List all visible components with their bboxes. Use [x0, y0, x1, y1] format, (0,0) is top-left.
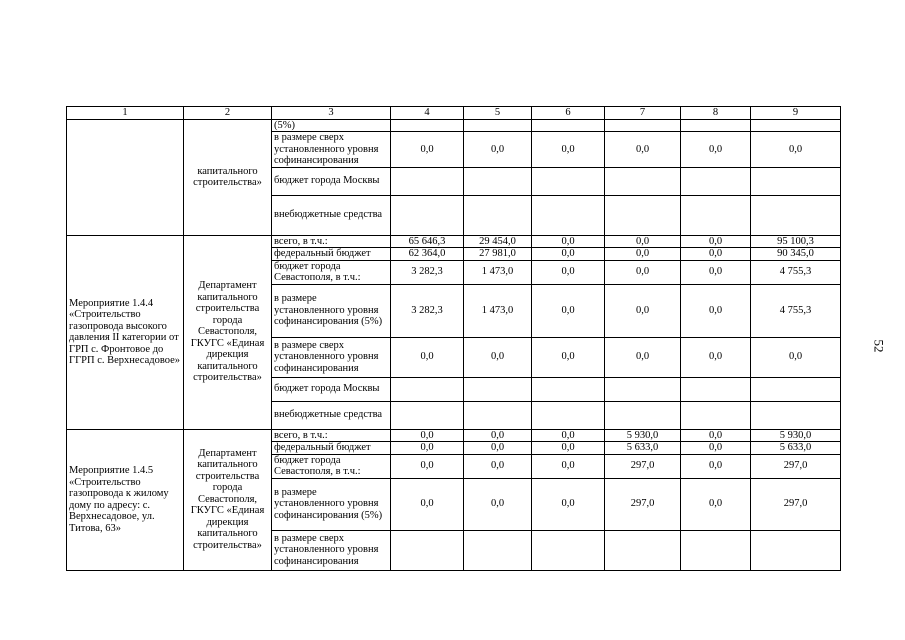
- table-row: [67, 119, 841, 132]
- measure-name-cell: Мероприятие 1.4.4 «Строительство газопровода высокого давления II категории от ГРП с. Фронтовое до ГГРП с. Верхнесадовое»: [67, 235, 184, 429]
- value-cell: 0,0: [681, 454, 751, 478]
- header-cell: 5: [464, 107, 532, 120]
- funding-source-cell: федеральный бюджет: [272, 442, 391, 455]
- value-cell: 0,0: [532, 442, 605, 455]
- value-cell: 95 100,3: [751, 235, 841, 248]
- table-row: [67, 429, 841, 442]
- value-cell: [605, 195, 681, 235]
- value-cell: 3 282,3: [391, 284, 464, 337]
- value-cell: 3 282,3: [391, 260, 464, 284]
- value-cell: 0,0: [464, 132, 532, 168]
- header-cell: 1: [67, 107, 184, 120]
- value-cell: [464, 530, 532, 570]
- value-cell: [532, 119, 605, 132]
- funding-source-cell: всего, в т.ч.:: [272, 429, 391, 442]
- value-cell: 0,0: [391, 478, 464, 530]
- value-cell: [464, 167, 532, 195]
- value-cell: [605, 530, 681, 570]
- value-cell: [681, 167, 751, 195]
- value-cell: 0,0: [605, 260, 681, 284]
- value-cell: [464, 119, 532, 132]
- value-cell: 1 473,0: [464, 284, 532, 337]
- value-cell: 0,0: [532, 260, 605, 284]
- value-cell: 0,0: [532, 337, 605, 377]
- funding-source-cell: внебюджетные средства: [272, 195, 391, 235]
- value-cell: 0,0: [681, 284, 751, 337]
- funding-source-cell: в размере установленного уровня софинансирования (5%): [272, 478, 391, 530]
- value-cell: 297,0: [751, 454, 841, 478]
- value-cell: [751, 195, 841, 235]
- header-cell: 8: [681, 107, 751, 120]
- value-cell: 5 633,0: [605, 442, 681, 455]
- value-cell: 0,0: [391, 337, 464, 377]
- value-cell: 0,0: [681, 260, 751, 284]
- value-cell: 0,0: [532, 132, 605, 168]
- value-cell: [751, 119, 841, 132]
- value-cell: 0,0: [681, 235, 751, 248]
- value-cell: 65 646,3: [391, 235, 464, 248]
- value-cell: [605, 119, 681, 132]
- value-cell: 90 345,0: [751, 248, 841, 261]
- value-cell: 4 755,3: [751, 260, 841, 284]
- value-cell: 0,0: [464, 442, 532, 455]
- value-cell: [464, 377, 532, 401]
- value-cell: [751, 530, 841, 570]
- value-cell: 0,0: [464, 454, 532, 478]
- value-cell: [681, 401, 751, 429]
- header-row: [67, 107, 841, 120]
- executor-cell: капитального строительства»: [184, 119, 272, 235]
- funding-source-cell: бюджет города Севастополя, в т.ч.:: [272, 454, 391, 478]
- value-cell: 0,0: [391, 442, 464, 455]
- value-cell: [532, 167, 605, 195]
- value-cell: 0,0: [605, 337, 681, 377]
- value-cell: [681, 119, 751, 132]
- value-cell: 62 364,0: [391, 248, 464, 261]
- funding-source-cell: бюджет города Москвы: [272, 167, 391, 195]
- funding-source-cell: всего, в т.ч.:: [272, 235, 391, 248]
- measure-name-cell: [67, 119, 184, 235]
- value-cell: 0,0: [681, 337, 751, 377]
- value-cell: [391, 401, 464, 429]
- value-cell: 0,0: [605, 132, 681, 168]
- funding-source-cell: бюджет города Севастополя, в т.ч.:: [272, 260, 391, 284]
- value-cell: [751, 401, 841, 429]
- value-cell: [605, 377, 681, 401]
- page-number: 52: [871, 339, 887, 353]
- value-cell: [532, 195, 605, 235]
- header-cell: 3: [272, 107, 391, 120]
- table-row: [67, 235, 841, 248]
- value-cell: 4 755,3: [751, 284, 841, 337]
- value-cell: 0,0: [605, 235, 681, 248]
- value-cell: [391, 167, 464, 195]
- value-cell: [391, 195, 464, 235]
- value-cell: [532, 530, 605, 570]
- value-cell: 297,0: [605, 478, 681, 530]
- value-cell: 0,0: [532, 235, 605, 248]
- value-cell: 0,0: [391, 429, 464, 442]
- value-cell: 0,0: [681, 132, 751, 168]
- value-cell: 0,0: [464, 429, 532, 442]
- value-cell: [751, 377, 841, 401]
- value-cell: 5 930,0: [605, 429, 681, 442]
- value-cell: 0,0: [464, 337, 532, 377]
- value-cell: 0,0: [681, 478, 751, 530]
- value-cell: 0,0: [532, 248, 605, 261]
- header-cell: 7: [605, 107, 681, 120]
- value-cell: 0,0: [605, 284, 681, 337]
- header-cell: 6: [532, 107, 605, 120]
- value-cell: 0,0: [605, 248, 681, 261]
- value-cell: 0,0: [391, 132, 464, 168]
- value-cell: [681, 377, 751, 401]
- value-cell: 0,0: [681, 429, 751, 442]
- funding-source-cell: внебюджетные средства: [272, 401, 391, 429]
- funding-source-cell: в размере сверх установленного уровня софинансирования: [272, 530, 391, 570]
- funding-source-cell: (5%): [272, 119, 391, 132]
- funding-source-cell: федеральный бюджет: [272, 248, 391, 261]
- value-cell: 0,0: [681, 442, 751, 455]
- header-cell: 2: [184, 107, 272, 120]
- value-cell: 0,0: [532, 478, 605, 530]
- value-cell: [391, 119, 464, 132]
- value-cell: 0,0: [532, 454, 605, 478]
- value-cell: [605, 401, 681, 429]
- value-cell: 0,0: [532, 429, 605, 442]
- budget-table: [66, 106, 841, 571]
- measure-name-cell: Мероприятие 1.4.5 «Строительство газопровода к жилому дому по адресу: с. Верхнесадовое, ул. Титова, 63»: [67, 429, 184, 570]
- value-cell: [532, 377, 605, 401]
- header-cell: 4: [391, 107, 464, 120]
- value-cell: [532, 401, 605, 429]
- value-cell: 0,0: [391, 454, 464, 478]
- funding-source-cell: в размере сверх установленного уровня софинансирования: [272, 337, 391, 377]
- header-cell: 9: [751, 107, 841, 120]
- value-cell: 5 633,0: [751, 442, 841, 455]
- value-cell: 0,0: [751, 132, 841, 168]
- value-cell: 5 930,0: [751, 429, 841, 442]
- executor-cell: Департамент капитального строительства города Севастополя, ГКУГС «Единая дирекция капитального строительства»: [184, 235, 272, 429]
- funding-source-cell: в размере сверх установленного уровня софинансирования: [272, 132, 391, 168]
- value-cell: 0,0: [532, 284, 605, 337]
- value-cell: 29 454,0: [464, 235, 532, 248]
- value-cell: [464, 401, 532, 429]
- value-cell: [391, 377, 464, 401]
- value-cell: 297,0: [605, 454, 681, 478]
- value-cell: [605, 167, 681, 195]
- value-cell: 0,0: [751, 337, 841, 377]
- value-cell: [751, 167, 841, 195]
- value-cell: 27 981,0: [464, 248, 532, 261]
- value-cell: [681, 530, 751, 570]
- value-cell: [681, 195, 751, 235]
- value-cell: 0,0: [464, 478, 532, 530]
- value-cell: 1 473,0: [464, 260, 532, 284]
- funding-source-cell: бюджет города Москвы: [272, 377, 391, 401]
- executor-cell: Департамент капитального строительства города Севастополя, ГКУГС «Единая дирекция капитального строительства»: [184, 429, 272, 570]
- funding-source-cell: в размере установленного уровня софинансирования (5%): [272, 284, 391, 337]
- value-cell: 0,0: [681, 248, 751, 261]
- value-cell: [464, 195, 532, 235]
- value-cell: 297,0: [751, 478, 841, 530]
- value-cell: [391, 530, 464, 570]
